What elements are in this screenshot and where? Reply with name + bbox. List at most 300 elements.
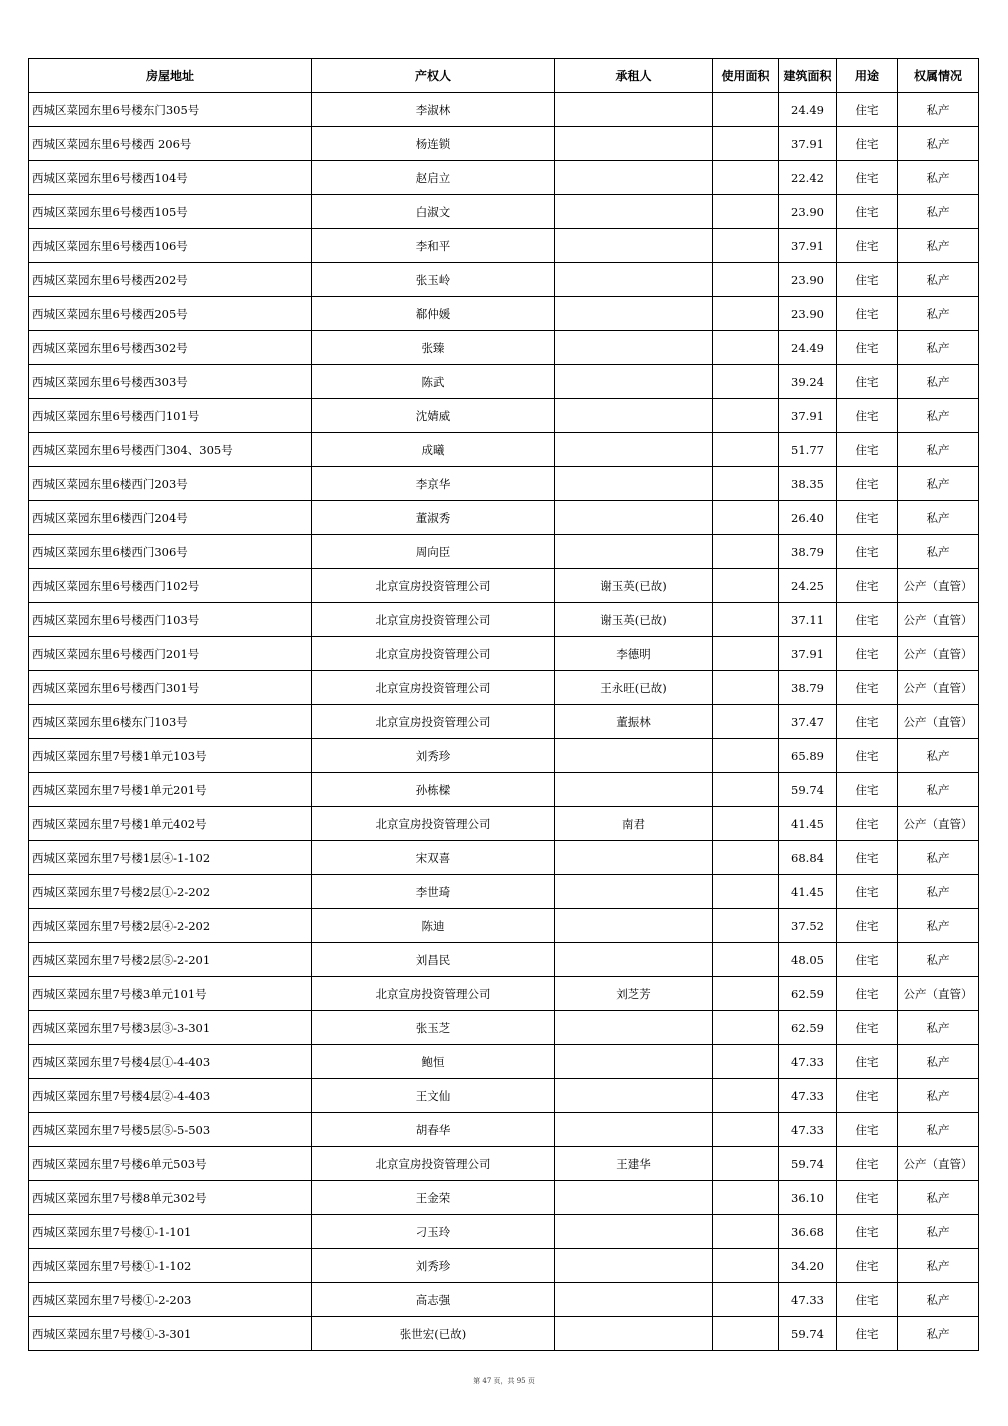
cell-use-area <box>713 127 779 161</box>
cell-tenant <box>555 399 713 433</box>
cell-address: 西城区菜园东里6楼西门203号 <box>29 467 312 501</box>
cell-usage: 住宅 <box>837 161 898 195</box>
cell-address: 西城区菜园东里6号楼西门102号 <box>29 569 312 603</box>
cell-usage: 住宅 <box>837 875 898 909</box>
cell-use-area <box>713 1249 779 1283</box>
cell-usage: 住宅 <box>837 1215 898 1249</box>
header-ownership: 权属情况 <box>898 59 979 93</box>
cell-tenant <box>555 1113 713 1147</box>
table-row <box>29 501 979 535</box>
cell-ownership: 私产 <box>898 501 979 535</box>
cell-usage: 住宅 <box>837 1147 898 1181</box>
table-row <box>29 297 979 331</box>
cell-use-area <box>713 637 779 671</box>
cell-usage: 住宅 <box>837 229 898 263</box>
cell-use-area <box>713 1045 779 1079</box>
cell-usage: 住宅 <box>837 1011 898 1045</box>
cell-build-area: 51.77 <box>779 433 837 467</box>
cell-use-area <box>713 1079 779 1113</box>
cell-ownership: 私产 <box>898 909 979 943</box>
cell-ownership: 私产 <box>898 739 979 773</box>
cell-owner: 周向臣 <box>312 535 555 569</box>
table-row <box>29 263 979 297</box>
cell-usage: 住宅 <box>837 909 898 943</box>
cell-owner: 李京华 <box>312 467 555 501</box>
table-row <box>29 229 979 263</box>
cell-ownership: 私产 <box>898 1215 979 1249</box>
cell-build-area: 36.10 <box>779 1181 837 1215</box>
cell-address: 西城区菜园东里6号楼西门201号 <box>29 637 312 671</box>
cell-build-area: 26.40 <box>779 501 837 535</box>
cell-build-area: 37.91 <box>779 637 837 671</box>
cell-owner: 白淑文 <box>312 195 555 229</box>
cell-use-area <box>713 195 779 229</box>
cell-build-area: 23.90 <box>779 263 837 297</box>
cell-ownership: 公产（直管） <box>898 637 979 671</box>
table-row <box>29 739 979 773</box>
cell-ownership: 私产 <box>898 433 979 467</box>
cell-ownership: 公产（直管） <box>898 807 979 841</box>
cell-owner: 张臻 <box>312 331 555 365</box>
cell-owner: 北京宣房投资管理公司 <box>312 705 555 739</box>
cell-usage: 住宅 <box>837 1045 898 1079</box>
cell-owner: 北京宣房投资管理公司 <box>312 671 555 705</box>
cell-address: 西城区菜园东里7号楼①-3-301 <box>29 1317 312 1351</box>
cell-build-area: 37.47 <box>779 705 837 739</box>
cell-owner: 刘昌民 <box>312 943 555 977</box>
cell-use-area <box>713 365 779 399</box>
cell-usage: 住宅 <box>837 399 898 433</box>
cell-build-area: 47.33 <box>779 1113 837 1147</box>
page-footer: 第 47 页，共 95 页 <box>473 1377 535 1385</box>
cell-build-area: 59.74 <box>779 1317 837 1351</box>
cell-address: 西城区菜园东里7号楼2层⑤-2-201 <box>29 943 312 977</box>
cell-tenant: 南君 <box>555 807 713 841</box>
cell-ownership: 公产（直管） <box>898 1147 979 1181</box>
cell-use-area <box>713 977 779 1011</box>
cell-use-area <box>713 263 779 297</box>
cell-usage: 住宅 <box>837 1113 898 1147</box>
cell-build-area: 34.20 <box>779 1249 837 1283</box>
cell-ownership: 私产 <box>898 331 979 365</box>
cell-usage: 住宅 <box>837 127 898 161</box>
cell-ownership: 公产（直管） <box>898 977 979 1011</box>
cell-address: 西城区菜园东里7号楼3层③-3-301 <box>29 1011 312 1045</box>
cell-owner: 宋双喜 <box>312 841 555 875</box>
table-row <box>29 1317 979 1351</box>
cell-usage: 住宅 <box>837 603 898 637</box>
table-row <box>29 705 979 739</box>
cell-build-area: 48.05 <box>779 943 837 977</box>
cell-owner: 鲍恒 <box>312 1045 555 1079</box>
cell-ownership: 私产 <box>898 229 979 263</box>
cell-use-area <box>713 399 779 433</box>
cell-tenant <box>555 909 713 943</box>
cell-usage: 住宅 <box>837 1283 898 1317</box>
cell-owner: 李世琦 <box>312 875 555 909</box>
table-row <box>29 433 979 467</box>
cell-build-area: 38.79 <box>779 535 837 569</box>
cell-use-area <box>713 433 779 467</box>
cell-use-area <box>713 739 779 773</box>
property-table <box>28 58 979 1351</box>
cell-build-area: 23.90 <box>779 195 837 229</box>
cell-address: 西城区菜园东里6号楼西202号 <box>29 263 312 297</box>
header-address: 房屋地址 <box>29 59 312 93</box>
cell-tenant <box>555 161 713 195</box>
cell-tenant <box>555 365 713 399</box>
cell-ownership: 私产 <box>898 773 979 807</box>
cell-use-area <box>713 1215 779 1249</box>
cell-owner: 孙栋樑 <box>312 773 555 807</box>
table-row <box>29 1011 979 1045</box>
cell-build-area: 47.33 <box>779 1045 837 1079</box>
cell-tenant <box>555 841 713 875</box>
cell-owner: 杨连锁 <box>312 127 555 161</box>
cell-ownership: 私产 <box>898 1181 979 1215</box>
cell-build-area: 37.91 <box>779 229 837 263</box>
cell-tenant <box>555 535 713 569</box>
table-row <box>29 1249 979 1283</box>
cell-tenant <box>555 433 713 467</box>
cell-tenant: 刘芝芳 <box>555 977 713 1011</box>
table-row <box>29 467 979 501</box>
cell-usage: 住宅 <box>837 433 898 467</box>
cell-owner: 胡春华 <box>312 1113 555 1147</box>
cell-build-area: 47.33 <box>779 1283 837 1317</box>
cell-address: 西城区菜园东里7号楼8单元302号 <box>29 1181 312 1215</box>
cell-use-area <box>713 909 779 943</box>
cell-address: 西城区菜园东里7号楼3单元101号 <box>29 977 312 1011</box>
cell-address: 西城区菜园东里6号楼西205号 <box>29 297 312 331</box>
cell-tenant <box>555 1249 713 1283</box>
cell-build-area: 59.74 <box>779 1147 837 1181</box>
cell-use-area <box>713 1147 779 1181</box>
cell-use-area <box>713 1317 779 1351</box>
cell-address: 西城区菜园东里7号楼6单元503号 <box>29 1147 312 1181</box>
table-row <box>29 127 979 161</box>
cell-usage: 住宅 <box>837 501 898 535</box>
cell-tenant <box>555 1317 713 1351</box>
cell-ownership: 公产（直管） <box>898 671 979 705</box>
cell-usage: 住宅 <box>837 841 898 875</box>
cell-owner: 北京宣房投资管理公司 <box>312 637 555 671</box>
table-row <box>29 1113 979 1147</box>
cell-build-area: 37.52 <box>779 909 837 943</box>
cell-usage: 住宅 <box>837 535 898 569</box>
cell-build-area: 24.49 <box>779 93 837 127</box>
table-row <box>29 399 979 433</box>
cell-address: 西城区菜园东里7号楼1单元103号 <box>29 739 312 773</box>
table-row <box>29 1079 979 1113</box>
cell-owner: 董淑秀 <box>312 501 555 535</box>
cell-use-area <box>713 331 779 365</box>
cell-tenant <box>555 943 713 977</box>
cell-tenant <box>555 467 713 501</box>
cell-owner: 北京宣房投资管理公司 <box>312 603 555 637</box>
header-tenant: 承租人 <box>555 59 713 93</box>
cell-usage: 住宅 <box>837 1079 898 1113</box>
cell-address: 西城区菜园东里7号楼4层②-4-403 <box>29 1079 312 1113</box>
cell-usage: 住宅 <box>837 739 898 773</box>
cell-address: 西城区菜园东里6号楼西302号 <box>29 331 312 365</box>
cell-ownership: 公产（直管） <box>898 603 979 637</box>
cell-build-area: 36.68 <box>779 1215 837 1249</box>
cell-use-area <box>713 807 779 841</box>
cell-ownership: 私产 <box>898 365 979 399</box>
cell-ownership: 私产 <box>898 1249 979 1283</box>
cell-ownership: 私产 <box>898 1317 979 1351</box>
cell-use-area <box>713 875 779 909</box>
cell-usage: 住宅 <box>837 365 898 399</box>
cell-tenant <box>555 297 713 331</box>
cell-usage: 住宅 <box>837 263 898 297</box>
table-row <box>29 943 979 977</box>
cell-owner: 刁玉玲 <box>312 1215 555 1249</box>
cell-ownership: 私产 <box>898 161 979 195</box>
cell-build-area: 37.91 <box>779 127 837 161</box>
cell-tenant <box>555 1079 713 1113</box>
cell-usage: 住宅 <box>837 195 898 229</box>
cell-owner: 北京宣房投资管理公司 <box>312 977 555 1011</box>
cell-use-area <box>713 1181 779 1215</box>
cell-ownership: 私产 <box>898 1045 979 1079</box>
cell-tenant: 谢玉英(已故) <box>555 603 713 637</box>
table-row <box>29 637 979 671</box>
cell-owner: 北京宣房投资管理公司 <box>312 569 555 603</box>
cell-use-area <box>713 705 779 739</box>
table-row <box>29 161 979 195</box>
cell-owner: 赵启立 <box>312 161 555 195</box>
cell-owner: 王文仙 <box>312 1079 555 1113</box>
cell-use-area <box>713 1113 779 1147</box>
cell-build-area: 47.33 <box>779 1079 837 1113</box>
cell-ownership: 公产（直管） <box>898 705 979 739</box>
cell-tenant: 李德明 <box>555 637 713 671</box>
header-row <box>29 59 979 93</box>
cell-owner: 北京宣房投资管理公司 <box>312 1147 555 1181</box>
cell-ownership: 私产 <box>898 93 979 127</box>
cell-tenant <box>555 1045 713 1079</box>
cell-tenant: 王建华 <box>555 1147 713 1181</box>
cell-tenant: 王永旺(已故) <box>555 671 713 705</box>
cell-use-area <box>713 1011 779 1045</box>
cell-address: 西城区菜园东里6号楼西104号 <box>29 161 312 195</box>
cell-tenant: 董振林 <box>555 705 713 739</box>
cell-address: 西城区菜园东里6号楼西105号 <box>29 195 312 229</box>
cell-usage: 住宅 <box>837 569 898 603</box>
cell-ownership: 私产 <box>898 127 979 161</box>
cell-tenant <box>555 263 713 297</box>
cell-owner: 王金荣 <box>312 1181 555 1215</box>
cell-build-area: 62.59 <box>779 1011 837 1045</box>
cell-use-area <box>713 467 779 501</box>
cell-tenant: 谢玉英(已故) <box>555 569 713 603</box>
table-row <box>29 1181 979 1215</box>
cell-ownership: 私产 <box>898 535 979 569</box>
cell-owner: 张玉岭 <box>312 263 555 297</box>
cell-owner: 张玉芝 <box>312 1011 555 1045</box>
cell-usage: 住宅 <box>837 1317 898 1351</box>
table-row <box>29 365 979 399</box>
cell-tenant <box>555 127 713 161</box>
table-row <box>29 1045 979 1079</box>
cell-build-area: 39.24 <box>779 365 837 399</box>
cell-address: 西城区菜园东里7号楼2层④-2-202 <box>29 909 312 943</box>
cell-build-area: 38.79 <box>779 671 837 705</box>
cell-address: 西城区菜园东里6号楼西门304、305号 <box>29 433 312 467</box>
cell-owner: 陈迪 <box>312 909 555 943</box>
cell-build-area: 41.45 <box>779 807 837 841</box>
header-usage: 用途 <box>837 59 898 93</box>
cell-use-area <box>713 603 779 637</box>
cell-owner: 陈武 <box>312 365 555 399</box>
cell-usage: 住宅 <box>837 977 898 1011</box>
cell-tenant <box>555 773 713 807</box>
cell-use-area <box>713 569 779 603</box>
cell-use-area <box>713 93 779 127</box>
cell-owner: 刘秀珍 <box>312 739 555 773</box>
cell-address: 西城区菜园东里7号楼1单元402号 <box>29 807 312 841</box>
cell-use-area <box>713 501 779 535</box>
table-row <box>29 807 979 841</box>
cell-usage: 住宅 <box>837 467 898 501</box>
cell-owner: 刘秀珍 <box>312 1249 555 1283</box>
cell-build-area: 24.25 <box>779 569 837 603</box>
cell-address: 西城区菜园东里7号楼①-1-102 <box>29 1249 312 1283</box>
cell-owner: 成曦 <box>312 433 555 467</box>
cell-tenant <box>555 93 713 127</box>
cell-address: 西城区菜园东里7号楼5层⑤-5-503 <box>29 1113 312 1147</box>
cell-build-area: 59.74 <box>779 773 837 807</box>
table-row <box>29 977 979 1011</box>
cell-address: 西城区菜园东里7号楼①-2-203 <box>29 1283 312 1317</box>
cell-use-area <box>713 229 779 263</box>
cell-address: 西城区菜园东里7号楼1层④-1-102 <box>29 841 312 875</box>
cell-usage: 住宅 <box>837 1181 898 1215</box>
cell-address: 西城区菜园东里6楼西门306号 <box>29 535 312 569</box>
cell-ownership: 私产 <box>898 1113 979 1147</box>
cell-owner: 北京宣房投资管理公司 <box>312 807 555 841</box>
table-row <box>29 535 979 569</box>
cell-build-area: 38.35 <box>779 467 837 501</box>
header-build-area: 建筑面积 <box>779 59 837 93</box>
table-row <box>29 195 979 229</box>
cell-address: 西城区菜园东里7号楼4层①-4-403 <box>29 1045 312 1079</box>
table-row <box>29 773 979 807</box>
cell-address: 西城区菜园东里6号楼东门305号 <box>29 93 312 127</box>
cell-build-area: 24.49 <box>779 331 837 365</box>
cell-tenant <box>555 739 713 773</box>
cell-build-area: 37.91 <box>779 399 837 433</box>
cell-owner: 张世宏(已故) <box>312 1317 555 1351</box>
cell-usage: 住宅 <box>837 943 898 977</box>
cell-use-area <box>713 943 779 977</box>
cell-usage: 住宅 <box>837 93 898 127</box>
cell-tenant <box>555 501 713 535</box>
cell-ownership: 私产 <box>898 195 979 229</box>
cell-owner: 李和平 <box>312 229 555 263</box>
cell-address: 西城区菜园东里7号楼①-1-101 <box>29 1215 312 1249</box>
cell-usage: 住宅 <box>837 773 898 807</box>
cell-tenant <box>555 229 713 263</box>
cell-address: 西城区菜园东里6号楼西门301号 <box>29 671 312 705</box>
cell-owner: 高志强 <box>312 1283 555 1317</box>
cell-address: 西城区菜园东里6楼西门204号 <box>29 501 312 535</box>
table-row <box>29 909 979 943</box>
cell-address: 西城区菜园东里6号楼西门103号 <box>29 603 312 637</box>
cell-use-area <box>713 671 779 705</box>
cell-owner: 沈婧威 <box>312 399 555 433</box>
table-row <box>29 841 979 875</box>
cell-build-area: 37.11 <box>779 603 837 637</box>
table-row <box>29 603 979 637</box>
cell-tenant <box>555 1181 713 1215</box>
cell-usage: 住宅 <box>837 671 898 705</box>
cell-tenant <box>555 331 713 365</box>
cell-ownership: 私产 <box>898 943 979 977</box>
cell-usage: 住宅 <box>837 807 898 841</box>
table-row <box>29 1283 979 1317</box>
cell-build-area: 62.59 <box>779 977 837 1011</box>
cell-address: 西城区菜园东里6号楼西303号 <box>29 365 312 399</box>
cell-build-area: 65.89 <box>779 739 837 773</box>
cell-usage: 住宅 <box>837 297 898 331</box>
cell-ownership: 私产 <box>898 1079 979 1113</box>
cell-ownership: 私产 <box>898 1011 979 1045</box>
cell-tenant <box>555 1215 713 1249</box>
header-owner: 产权人 <box>312 59 555 93</box>
cell-address: 西城区菜园东里6号楼西门101号 <box>29 399 312 433</box>
cell-ownership: 私产 <box>898 841 979 875</box>
cell-build-area: 68.84 <box>779 841 837 875</box>
cell-owner: 李淑林 <box>312 93 555 127</box>
cell-tenant <box>555 195 713 229</box>
cell-address: 西城区菜园东里6楼东门103号 <box>29 705 312 739</box>
cell-build-area: 22.42 <box>779 161 837 195</box>
cell-tenant <box>555 1011 713 1045</box>
cell-tenant <box>555 875 713 909</box>
table-row <box>29 331 979 365</box>
cell-use-area <box>713 1283 779 1317</box>
cell-address: 西城区菜园东里7号楼2层①-2-202 <box>29 875 312 909</box>
cell-ownership: 私产 <box>898 875 979 909</box>
cell-ownership: 私产 <box>898 263 979 297</box>
table-row <box>29 93 979 127</box>
table-row <box>29 671 979 705</box>
cell-ownership: 私产 <box>898 467 979 501</box>
cell-use-area <box>713 535 779 569</box>
cell-ownership: 私产 <box>898 297 979 331</box>
table-row <box>29 1215 979 1249</box>
cell-usage: 住宅 <box>837 705 898 739</box>
cell-build-area: 41.45 <box>779 875 837 909</box>
cell-address: 西城区菜园东里6号楼西106号 <box>29 229 312 263</box>
cell-ownership: 私产 <box>898 1283 979 1317</box>
cell-usage: 住宅 <box>837 331 898 365</box>
table-row <box>29 569 979 603</box>
cell-use-area <box>713 297 779 331</box>
table-row <box>29 1147 979 1181</box>
cell-usage: 住宅 <box>837 1249 898 1283</box>
table-row <box>29 875 979 909</box>
cell-owner: 郗仲媛 <box>312 297 555 331</box>
cell-address: 西城区菜园东里7号楼1单元201号 <box>29 773 312 807</box>
cell-use-area <box>713 161 779 195</box>
cell-build-area: 23.90 <box>779 297 837 331</box>
cell-tenant <box>555 1283 713 1317</box>
cell-ownership: 公产（直管） <box>898 569 979 603</box>
